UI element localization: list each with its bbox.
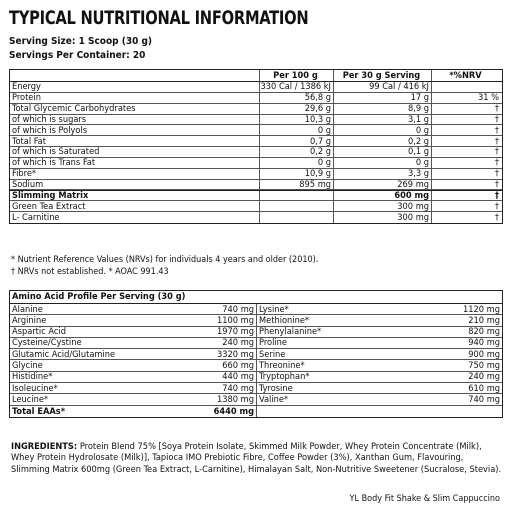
amino-acid-value: 740 mg: [222, 382, 254, 394]
value-per-100g: 10,9 g: [259, 169, 333, 179]
value-per-100g: 330 Cal / 1386 kJ: [260, 81, 331, 93]
amino-acid-row: [257, 338, 502, 349]
amino-acid-row: [10, 394, 256, 405]
value-nrv: †: [431, 201, 502, 211]
amino-acid-name: Valine*: [259, 393, 289, 405]
value-per-serving: 300 mg: [333, 201, 431, 211]
nutrition-row: [10, 201, 502, 212]
amino-acid-value: 1120 mg: [463, 303, 500, 315]
header-nrv: *%NRV: [431, 70, 502, 81]
amino-acid-name: Tyrosine: [259, 382, 293, 394]
nutrition-header-row: [10, 70, 502, 82]
amino-acid-row: [10, 304, 256, 315]
nutrient-name: L- Carnitine: [12, 212, 60, 223]
amino-acid-value: 240 mg: [222, 337, 254, 349]
amino-acid-name: Methionine*: [259, 314, 310, 326]
ingredients-list: Protein Blend 75% [Soya Protein Isolate, Skimmed Milk Powder, Whey Protein Concentrate (Milk), Whey Protein Hydrolosate (Milk)], Tapioca IMO Prebiotic Fibre, Coffee Powder (3%), Xanthan Gum, Flavouring, Slimming Matrix 600mg (Green Tea Extract, L-Carnitine), Himalayan Salt, Non-Nutritive Sweetener (Sucralose, Stevia).: [11, 441, 502, 475]
value-per-100g: 10,3 g: [259, 115, 333, 125]
amino-acid-row: [257, 394, 502, 405]
nrv-footnote: * Nutrient Reference Values (NRVs) for individuals 4 years and older (2010).: [11, 255, 319, 265]
amino-acid-row: [257, 349, 502, 360]
nutrient-name: of which is Trans Fat: [12, 158, 96, 168]
amino-acid-name: Alanine: [12, 303, 43, 315]
nutrient-name: Total Fat: [12, 136, 46, 146]
amino-acid-name: Arginine: [12, 314, 47, 326]
value-per-serving: 600 mg: [333, 191, 431, 200]
amino-acid-row: [10, 327, 256, 338]
amino-acid-row: [257, 372, 502, 383]
amino-acid-row: [10, 360, 256, 371]
amino-acid-name: Total EAAs*: [12, 405, 66, 417]
product-name: YL Body Fit Shake & Slim Cappuccino: [349, 494, 500, 504]
amino-acid-name: Proline: [259, 337, 287, 349]
value-per-serving: 17 g: [333, 93, 431, 103]
value-per-100g: 0 g: [259, 125, 333, 135]
value-nrv: †: [431, 212, 502, 223]
value-per-100g: 0,2 g: [259, 147, 333, 157]
value-per-100g: 0 g: [259, 158, 333, 168]
amino-acid-value: 610 mg: [468, 382, 500, 394]
amino-acid-value: 440 mg: [222, 371, 254, 383]
nutrient-name: Slimming Matrix: [12, 191, 89, 201]
value-per-100g: [259, 201, 333, 211]
nutrient-name: Energy: [12, 82, 41, 92]
nutrient-name: Sodium: [12, 179, 44, 190]
amino-acid-value: 940 mg: [468, 337, 500, 349]
value-per-serving: 0,2 g: [333, 136, 431, 146]
value-per-100g: [259, 212, 333, 223]
nutrient-name: Fibre*: [12, 169, 37, 179]
amino-acid-name: Glycine: [12, 360, 43, 372]
nutrient-name: Protein: [12, 93, 41, 103]
amino-acid-row: [10, 315, 256, 326]
amino-acid-row: [257, 360, 502, 371]
nutrition-row: [10, 104, 502, 115]
value-per-serving: 99 Cal / 416 kJ: [333, 82, 431, 92]
amino-acid-value: 1380 mg: [217, 393, 254, 405]
amino-acid-value: 660 mg: [222, 360, 254, 372]
value-per-serving: 269 mg: [333, 180, 431, 190]
amino-acid-name: Aspartic Acid: [12, 326, 66, 338]
value-per-serving: 3,3 g: [333, 169, 431, 179]
amino-acid-row: [10, 349, 256, 360]
value-per-serving: 300 mg: [333, 212, 431, 223]
nutrition-row: [10, 190, 502, 201]
amino-acid-name: Phenylalanine*: [259, 326, 322, 338]
amino-acid-column-left: [10, 304, 256, 417]
amino-acid-name: Lysine*: [259, 303, 289, 315]
value-per-100g: 895 mg: [259, 180, 333, 190]
nutrient-name: of which is Polyols: [12, 125, 88, 135]
nutrition-table: [9, 69, 503, 224]
value-nrv: †: [431, 115, 502, 125]
amino-acid-row: [10, 338, 256, 349]
amino-acid-row: [257, 406, 502, 417]
value-nrv: [431, 82, 502, 92]
amino-acid-value: 1100 mg: [217, 314, 254, 326]
amino-acid-name: Glutamic Acid/Glutamine: [12, 348, 116, 360]
value-per-100g: 56,8 g: [259, 93, 333, 103]
header-per-100g: Per 100 g: [259, 70, 333, 81]
value-per-serving: 3,1 g: [333, 115, 431, 125]
value-nrv: †: [431, 136, 502, 146]
value-nrv: †: [431, 180, 502, 190]
ingredients-text: [11, 441, 503, 475]
amino-acid-name: Histidine*: [12, 371, 53, 383]
amino-acid-value: 820 mg: [468, 326, 500, 338]
amino-acid-row: [257, 315, 502, 326]
page-title: TYPICAL NUTRITIONAL INFORMATION: [9, 7, 309, 29]
servings-per-container: Servings Per Container: 20: [9, 50, 146, 61]
amino-acid-value: 6440 mg: [213, 405, 254, 417]
value-nrv: †: [431, 104, 502, 114]
amino-acid-heading: Amino Acid Profile Per Serving (30 g): [10, 291, 502, 304]
amino-acid-value: 900 mg: [468, 348, 500, 360]
value-per-100g: 0,7 g: [259, 136, 333, 146]
amino-acid-table: [9, 290, 503, 418]
amino-acid-value: 750 mg: [468, 360, 500, 372]
amino-acid-row: [257, 327, 502, 338]
value-per-serving: 8,9 g: [333, 104, 431, 114]
nutrition-row: [10, 115, 502, 126]
amino-acid-value: 740 mg: [222, 303, 254, 315]
serving-size: Serving Size: 1 Scoop (30 g): [9, 36, 153, 47]
amino-acid-value: 210 mg: [468, 314, 500, 326]
amino-acid-name: Leucine*: [12, 393, 49, 405]
amino-acid-name: Serine: [259, 348, 286, 360]
nutrition-row: [10, 180, 502, 191]
amino-acid-value: 740 mg: [468, 393, 500, 405]
amino-acid-name: Isoleucine*: [12, 382, 58, 394]
amino-acid-value: 240 mg: [468, 371, 500, 383]
value-per-100g: [259, 191, 333, 200]
amino-acid-name: Cysteine/Cystine: [12, 337, 82, 349]
value-per-serving: 0 g: [333, 158, 431, 168]
value-nrv: 31 %: [431, 93, 502, 103]
nutrient-name: of which is sugars: [12, 114, 87, 125]
value-nrv: †: [431, 191, 502, 200]
value-per-serving: 0 g: [333, 125, 431, 135]
amino-acid-row: [10, 372, 256, 383]
header-per-serving: Per 30 g Serving: [333, 70, 431, 81]
nutrition-row: [10, 212, 502, 223]
value-per-serving: 0,1 g: [333, 147, 431, 157]
amino-acid-row: [10, 406, 256, 417]
nutrient-name: Total Glycemic Carbohydrates: [12, 104, 136, 114]
value-nrv: †: [431, 169, 502, 179]
amino-acid-value: 1970 mg: [217, 326, 254, 338]
nutrient-name: Green Tea Extract: [12, 201, 86, 211]
amino-acid-name: Tryptophan*: [259, 371, 310, 383]
amino-acid-value: 3320 mg: [217, 348, 254, 360]
amino-acid-column-right: [256, 304, 502, 417]
nutrition-row: [10, 169, 502, 180]
amino-acid-name: Threonine*: [259, 360, 305, 372]
value-nrv: †: [431, 158, 502, 168]
dagger-footnote: † NRVs not established. * AOAC 991.43: [11, 267, 169, 277]
amino-acid-row: [10, 383, 256, 394]
value-nrv: †: [431, 147, 502, 157]
ingredients-label: INGREDIENTS:: [11, 441, 78, 452]
value-nrv: †: [431, 125, 502, 135]
value-per-100g: 29,6 g: [259, 104, 333, 114]
nutrient-name: of which is Saturated: [12, 147, 100, 157]
nutrition-row: [10, 125, 502, 136]
amino-acid-row: [257, 383, 502, 394]
amino-acid-row: [257, 304, 502, 315]
